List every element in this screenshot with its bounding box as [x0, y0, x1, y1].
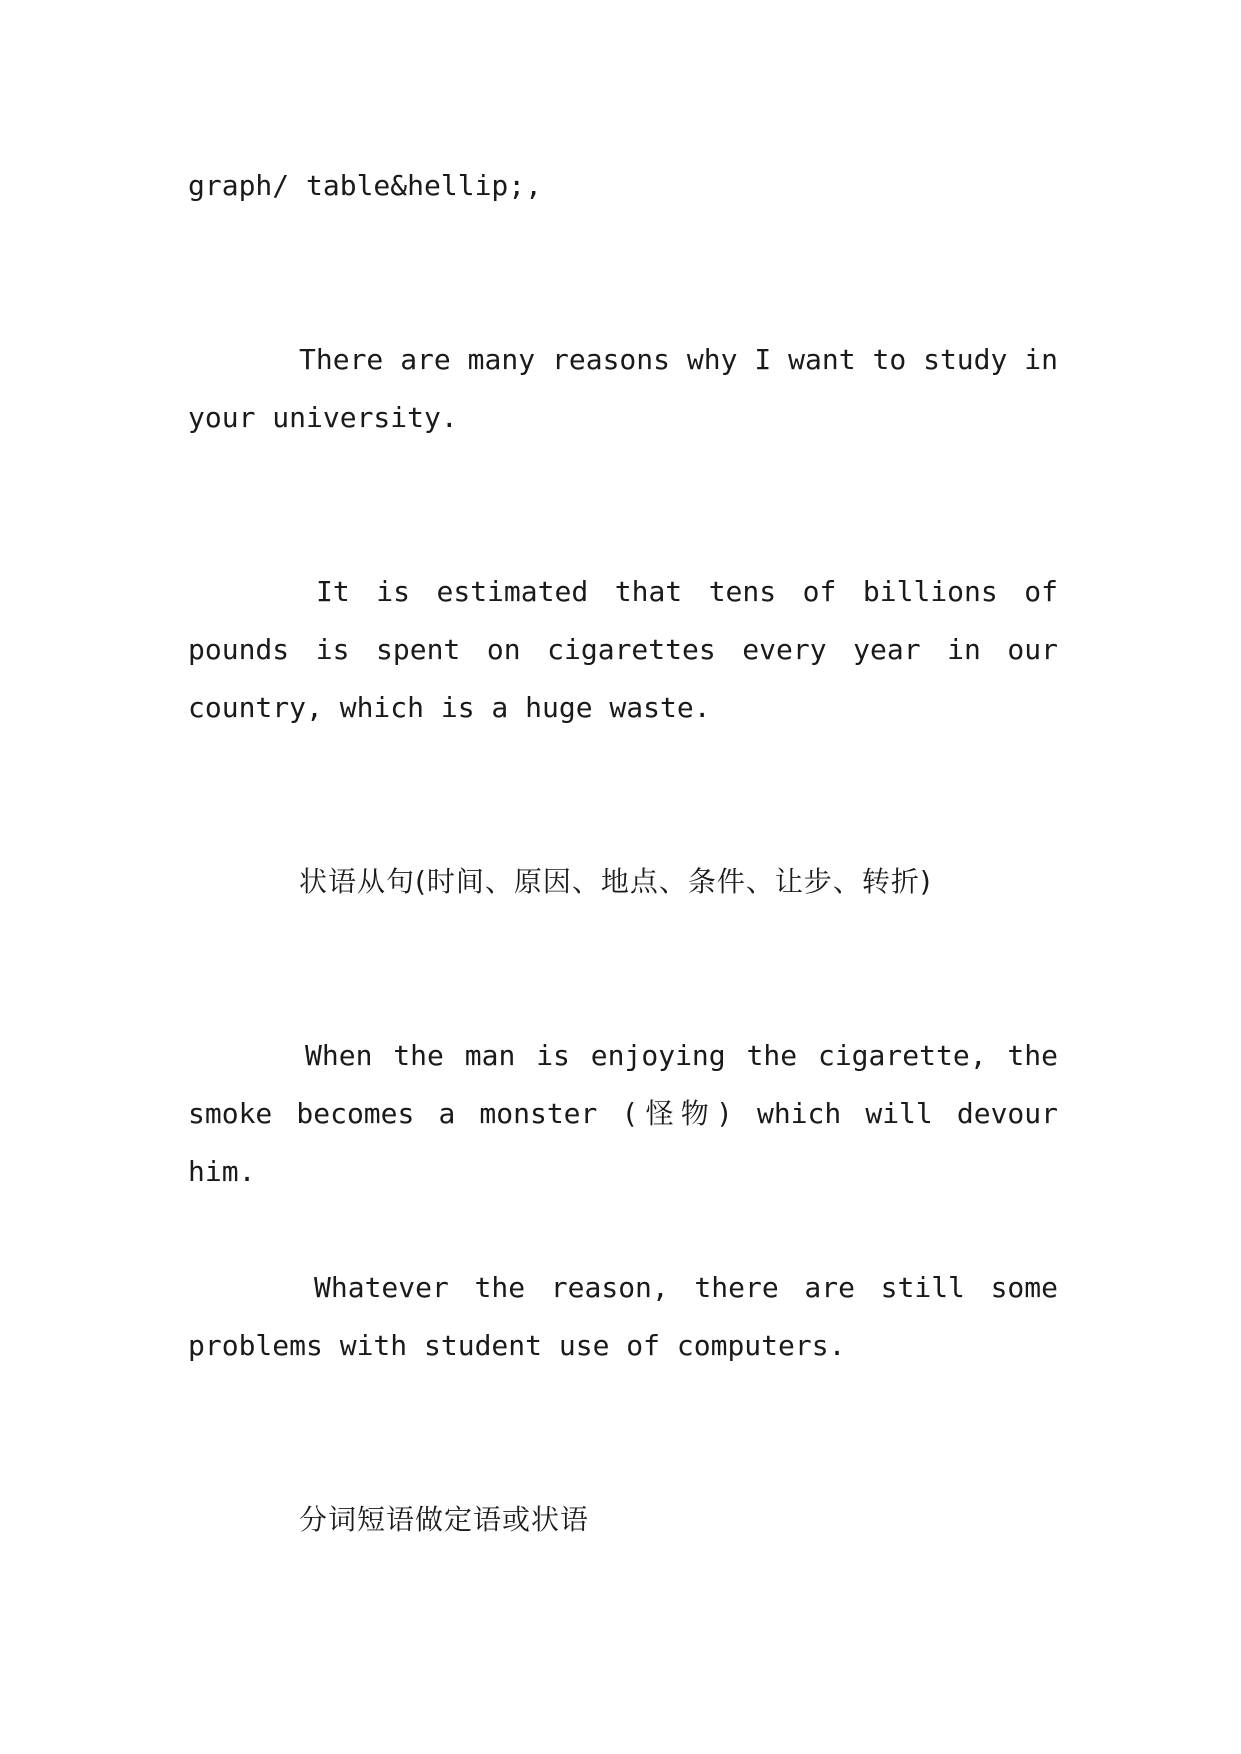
example-sentence-computers: Whatever the reason, there are still some problems with student use of computers.: [188, 1271, 1058, 1362]
section-heading-adverbial-clauses: 状语从句(时间、原因、地点、条件、让步、转折): [299, 865, 932, 898]
example-sentence-reasons: There are many reasons why I want to study in your university.: [188, 343, 1058, 434]
example-sentence-cigarettes-waste: It is estimated that tens of billions of pounds is spent on cigarettes every year in our country, which is a huge waste.: [188, 575, 1058, 724]
text-fragment-graph-table: graph/ table&hellip;,: [188, 169, 543, 202]
example-sentence-smoke-monster: When the man is enjoying the cigarette, the smoke becomes a monster (怪物) which will devour him.: [188, 1039, 1058, 1188]
section-heading-participle-phrases: 分词短语做定语或状语: [299, 1503, 590, 1536]
